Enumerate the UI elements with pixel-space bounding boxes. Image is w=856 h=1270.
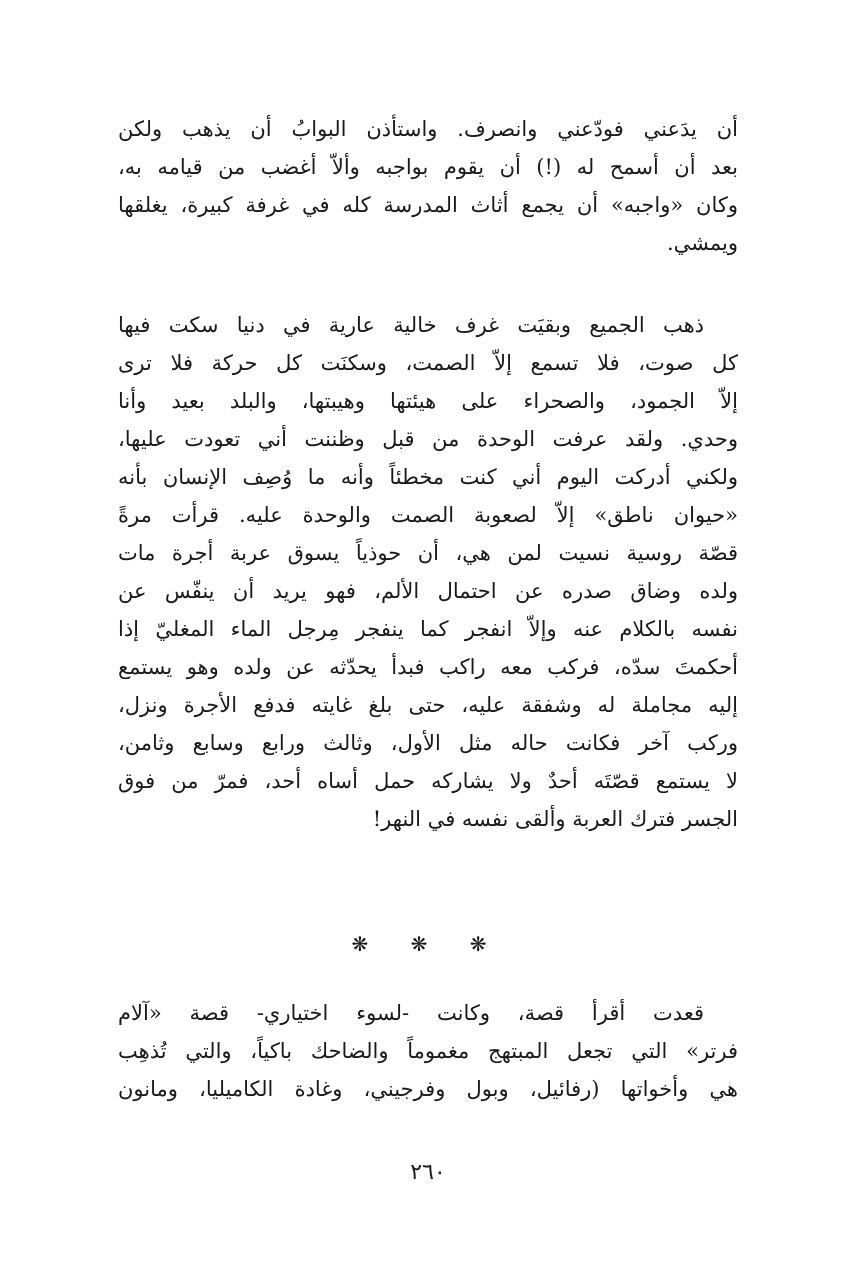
paragraph-line: أحكمتَ سدّه، فركب معه راكب فبدأ يحدّثه عن ولده وهو يستمع xyxy=(118,655,738,679)
paragraph-2 xyxy=(118,306,738,838)
paragraph-1 xyxy=(118,110,738,262)
paragraph-line: كل صوت، فلا تسمع إلاّ الصمت، وسكنَت كل حركة فلا ترى xyxy=(118,351,738,375)
paragraph-line: إلاّ الجمود، والصحراء على هيئتها وهيبتها، والبلد بعيد وأنا xyxy=(118,389,738,413)
paragraph-line: هي وأخواتها (رفائيل، وبول وفرجيني، وغادة الكاميليا، ومانون xyxy=(118,1077,738,1101)
paragraph-line: «حيوان ناطق» إلاّ لصعوبة الصمت والوحدة عليه. قرأت مرةً xyxy=(118,503,738,527)
paragraph-line: الجسر فترك العربة وألقى نفسه في النهر! xyxy=(372,807,738,831)
paragraph-line: فرتر» التي تجعل المبتهج مغموماً والضاحك باكياً، والتي تُذهِب xyxy=(118,1039,738,1063)
paragraph-line: إليه مجاملة له وشفقة عليه، حتى بلغ غايته فدفع الأجرة ونزل، xyxy=(118,693,738,717)
paragraph-line: ويمشي. xyxy=(666,231,738,255)
paragraph-line: ذهب الجميع وبقيَت غرف خالية عارية في دنيا سكت فيها xyxy=(118,313,704,337)
page-number: ٢٦٠ xyxy=(410,1160,446,1185)
section-separator: ❋ ❋ ❋ xyxy=(351,932,505,956)
paragraph-line: وكان «واجبه» أن يجمع أثاث المدرسة كله في غرفة كبيرة، يغلقها xyxy=(118,193,738,217)
paragraph-line: وحدي. ولقد عرفت الوحدة من قبل وظننت أني تعودت عليها، xyxy=(118,427,738,451)
paragraph-line: لا يستمع قصّتَه أحدٌ ولا يشاركه حمل أساه أحد، فمرّ من فوق xyxy=(118,769,738,793)
paragraph-line: أن يدَعني فودّعني وانصرف. واستأذن البوابُ أن يذهب ولكن xyxy=(118,117,738,141)
paragraph-3 xyxy=(118,994,738,1108)
paragraph-line: وركب آخر فكانت حاله مثل الأول، وثالث ورابع وسابع وثامن، xyxy=(118,731,738,755)
paragraph-line: قعدت أقرأ قصة، وكانت -لسوء اختياري- قصة «آلام xyxy=(118,1001,704,1025)
paragraph-line: قصّة روسية نسيت لمن هي، أن حوذياً يسوق عربة أجرة مات xyxy=(118,541,738,565)
paragraph-line: نفسه بالكلام عنه وإلاّ انفجر كما ينفجر مِرجل الماء المغليّ إذا xyxy=(118,617,738,641)
paragraph-line: بعد أن أسمح له (!) أن يقوم بواجبه وألاّ أغضب من قيامه به، xyxy=(118,155,738,179)
paragraph-line: ولكني أدركت اليوم أني كنت مخطئاً وأنه ما وُصِف الإنسان بأنه xyxy=(118,465,738,489)
paragraph-line: ولده وضاق صدره عن احتمال الألم، فهو يريد أن ينفّس عن xyxy=(118,579,738,603)
